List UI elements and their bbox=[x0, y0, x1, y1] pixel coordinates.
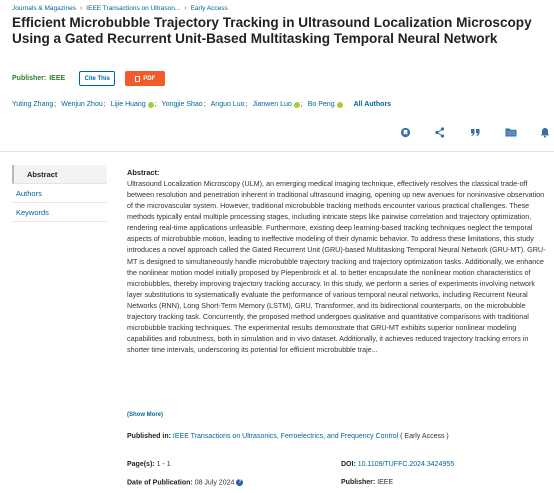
doi-row bbox=[341, 461, 454, 468]
action-icon-bar bbox=[0, 127, 554, 141]
breadcrumb-journal-link[interactable]: IEEE Transactions on Ultrason... bbox=[86, 5, 181, 12]
breadcrumb-separator: › bbox=[184, 5, 187, 12]
pages-label: Page(s): bbox=[127, 461, 155, 468]
pages-value: 1 - 1 bbox=[156, 461, 171, 468]
author-link[interactable]: Lijie Huang bbox=[110, 101, 146, 108]
breadcrumb-journals-link[interactable]: Journals & Magazines bbox=[12, 5, 76, 12]
info-icon[interactable]: ? bbox=[238, 479, 242, 485]
abstract-text: Ultrasound Localization Microscopy (ULM), an emerging medical imaging technique, effectively resolves the classical trade-off between resolution and penetration inherent in traditional ultrasound imaging, opening up new avenues for noninvasive observation of the microvascular system. However, traditional microbubble tracking methods encounter various practical challenges. These methods typically entail multiple processing stages, including intricate steps like pairwise correlation and trajectory optimization, rendering real-time applications unfeasible. Furthermore, existing deep learning-based tracking techniques neglect the temporal aspects of microbubble motion, leading to ineffective modeling of their dynamic behavior. To address these limitations, this study introduces a novel approach called the Gated Recurrent Unit (GRU)-based Multitasking Temporal Neural Network (GRU-MT). GRU-MT is designed to simultaneously handle microbubble trajectory tracking and trajectory optimization tasks. Additionally, we enhance the nonlinear motion model initially proposed by Piepenbrock et al. to better encapsulate the nonlinear motion characteristics of microbubbles, thereby improving trajectory tracking accuracy. In this study, we perform a series of experiments involving network layer substitutions to systematically evaluate the performance of various temporal neural networks, including Recurrent Neural Networks (RNN), Long Short-Term Memory (LSTM), GRU, Transformer, and its bidirectional counterparts, on the microbubble trajectory tracking task. Concurrently, the proposed method undergoes qualitative and quantitative comparisons with traditional microbubble tracking techniques. The experimental results demonstrate that GRU-MT exhibits superior nonlinear modeling capabilities and robustness, both in simulation and in vivo dataset. Additionally, it achieves reduced trajectory tracking errors in shorter time intervals, underscoring its potential for efficient microbubble traje... bbox=[127, 179, 546, 355]
pdf-button[interactable] bbox=[125, 71, 165, 86]
publication-date-label: Date of Publication: bbox=[127, 479, 193, 487]
document-icon bbox=[135, 76, 140, 82]
author-link[interactable]: Bo Peng bbox=[307, 101, 335, 108]
bell-icon[interactable] bbox=[540, 127, 550, 142]
breadcrumb-early-access-link[interactable]: Early Access bbox=[190, 5, 228, 12]
published-in-label: Published in: bbox=[127, 433, 171, 440]
abstract-heading: Abstract: bbox=[127, 168, 160, 177]
author-item: Yuting Zhang ; bbox=[12, 101, 57, 108]
doi-link[interactable]: 10.1109/TUFFC.2024.3424955 bbox=[357, 461, 455, 468]
publication-date-value: 08 July 2024 bbox=[194, 479, 235, 487]
author-item: Anguo Luo ; bbox=[210, 101, 248, 108]
nav-item-abstract[interactable] bbox=[12, 165, 107, 184]
bookmark-icon[interactable] bbox=[400, 127, 411, 142]
breadcrumb-separator: › bbox=[79, 5, 83, 12]
quote-icon[interactable] bbox=[470, 127, 481, 141]
author-link[interactable]: Anguo Luo bbox=[210, 101, 245, 108]
section-nav bbox=[12, 165, 107, 222]
meta-publisher-label: Publisher: bbox=[341, 479, 376, 486]
abstract-section bbox=[127, 168, 551, 355]
cite-this-button[interactable] bbox=[79, 71, 115, 86]
nav-item-authors[interactable] bbox=[12, 184, 107, 203]
author-item: Lijie Huang ; bbox=[110, 101, 157, 108]
nav-item-keywords[interactable] bbox=[12, 203, 107, 222]
show-more-link[interactable]: (Show More) bbox=[127, 412, 163, 418]
pages-row bbox=[127, 461, 171, 468]
author-link[interactable]: Jianwen Luo bbox=[252, 101, 292, 108]
author-link[interactable]: Wenjun Zhou bbox=[61, 101, 103, 108]
doi-label: DOI: bbox=[341, 461, 356, 468]
article-title: Efficient Microbubble Trajectory Tracking in Ultrasound Localization Microscopy Using a Gated Recurrent Unit-Based Multitasking Temporal Neural Network bbox=[12, 15, 532, 46]
section-divider bbox=[0, 151, 554, 152]
author-item: Jianwen Luo ; bbox=[252, 101, 303, 108]
publisher-value: IEEE bbox=[49, 75, 66, 82]
orcid-icon[interactable] bbox=[337, 102, 343, 108]
orcid-icon[interactable] bbox=[294, 102, 300, 108]
author-link[interactable]: Yongjie Shao bbox=[161, 101, 203, 108]
meta-publisher-value: IEEE bbox=[377, 479, 394, 486]
published-in bbox=[127, 433, 449, 440]
author-link[interactable]: Yuting Zhang bbox=[12, 101, 54, 108]
nav-item-label: Abstract bbox=[27, 169, 58, 179]
author-item: Wenjun Zhou ; bbox=[61, 101, 106, 108]
folder-icon[interactable] bbox=[505, 127, 517, 141]
pdf-label: PDF bbox=[143, 75, 156, 82]
journal-link[interactable]: IEEE Transactions on Ultrasonics, Ferroelectrics, and Frequency Control bbox=[172, 433, 399, 440]
early-access-status: ( Early Access ) bbox=[400, 433, 449, 440]
publisher-label: Publisher: bbox=[12, 75, 47, 82]
orcid-icon[interactable] bbox=[148, 102, 154, 108]
meta-publisher-row bbox=[341, 479, 393, 486]
cite-this-label: Cite This bbox=[84, 75, 110, 82]
all-authors-link[interactable]: All Authors bbox=[353, 101, 392, 108]
breadcrumb bbox=[12, 5, 228, 12]
nav-item-label: Keywords bbox=[16, 207, 49, 217]
author-list bbox=[12, 101, 391, 108]
author-item: Yongjie Shao ; bbox=[161, 101, 206, 108]
author-item bbox=[308, 101, 354, 108]
nav-item-label: Authors bbox=[16, 188, 42, 198]
publisher-row bbox=[12, 71, 165, 86]
share-icon[interactable] bbox=[435, 127, 445, 142]
publication-date-row bbox=[127, 479, 243, 486]
